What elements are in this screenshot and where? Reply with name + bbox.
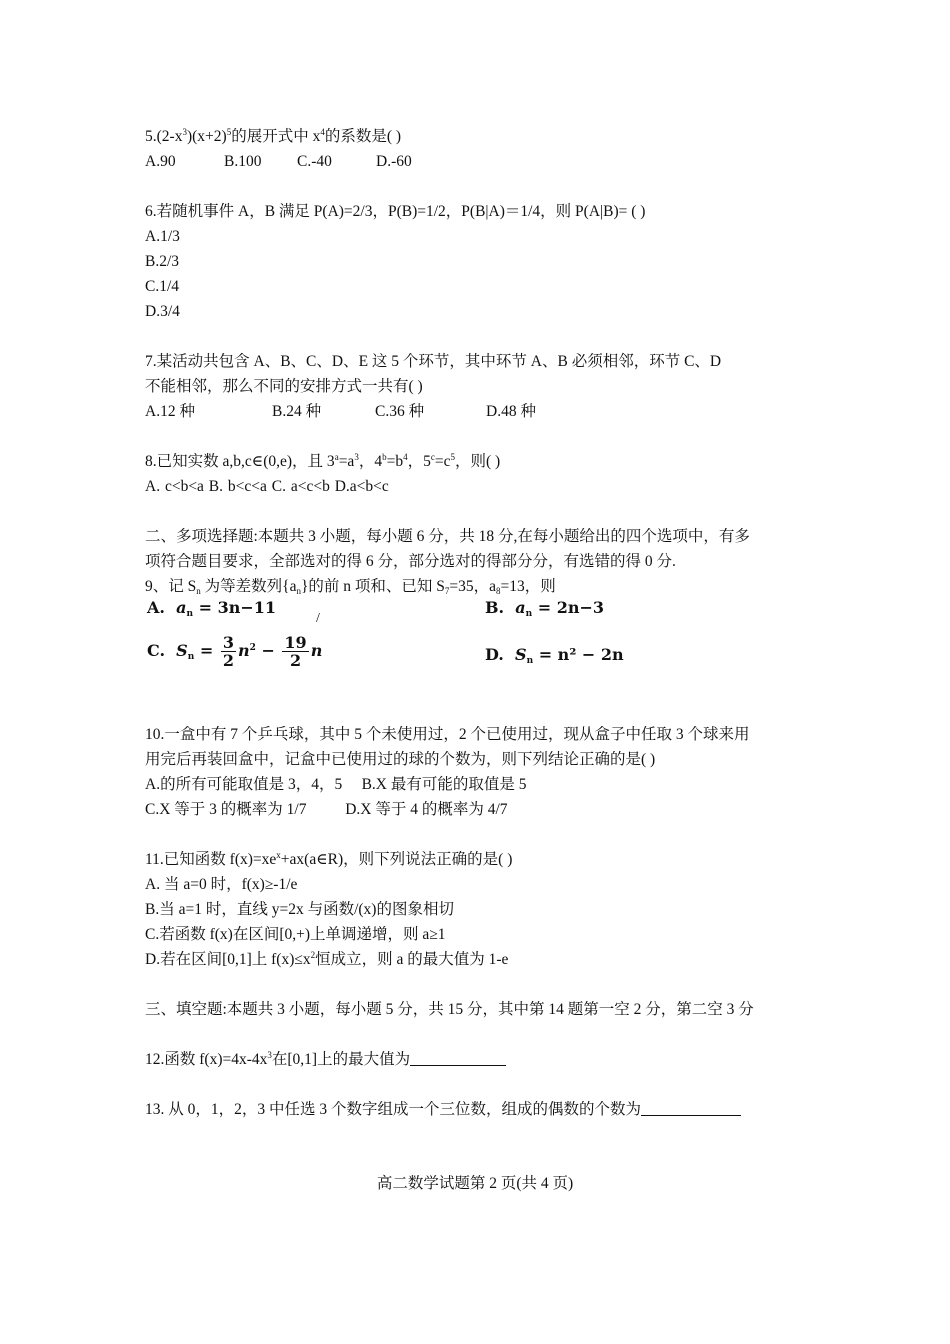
q7-stem-line2: 不能相邻，那么不同的安排方式一共有( ): [145, 378, 423, 395]
q5-stem: $5.(2-x^3)(x+2)^5$的展开式中 $x^4$的系数是( ): [145, 127, 402, 145]
q8-options: A. c<b<a B. b<c<a C. a<c<b D.a<b<c: [145, 478, 389, 495]
page-footer: 高二数学试题第 2 页(共 4 页): [376, 1175, 574, 1192]
q12-stem: 12.函数 $f(x)=4x-4x^3$在[0,1]上的最大值为: [145, 1050, 506, 1070]
q9-option-c: C. $S_n$ = $\frac{3}{2}$ $n^2$ − $\frac{19}{2}$ n: [147, 633, 323, 670]
q11-option-a: A. 当 a=0 时，f(x)≥-1/e: [145, 876, 298, 893]
q5-option-b: B.100: [224, 153, 262, 170]
q6-option-d: D.3/4: [145, 303, 180, 320]
q6-option-b: B.2/3: [145, 253, 180, 270]
q5-option-c: C.-40: [297, 153, 332, 170]
q9-option-b: B. $a_n = 2n-3$: [485, 598, 605, 619]
q7-option-d: D.48 种: [486, 403, 536, 420]
q10-options-row2: C.X 等于 3 的概率为 1/7 D.X 等于 4 的概率为 4/7: [145, 801, 508, 818]
q7-option-c: C.36 种: [375, 403, 425, 420]
section2-heading-line1: 二、多项选择题:本题共 3 小题，每小题 6 分，共 18 分,在每小题给出的四个选项中，有多: [145, 528, 750, 545]
q13-answer-blank[interactable]: [641, 1100, 741, 1116]
section2-heading-line2: 项符合题目要求，全部选对的得 6 分，部分选对的得部分分，有选错的得 0 分.: [145, 553, 676, 570]
q8-stem: 8.已知实数 a,b,c∈(0,e)，且 $3^a=a^3$，$4^b=b^4$，$5^c=c^5$，则( ): [145, 452, 501, 470]
q11-option-c: C.若函数 f(x)在区间[0,+)上单调递增，则 a≥1: [145, 926, 446, 943]
q9-stem: 9、记 $S_n$ 为等差数列$\{a_n\}$的前 n 项和、已知 $S_7=35$，$a_8=13$，则: [145, 578, 556, 596]
q5-option-a: A.90: [145, 153, 176, 170]
q7-option-b: B.24 种: [272, 403, 322, 420]
q9-option-a: A. $a_n = 3n-11$: [147, 598, 277, 619]
q11-option-b: B.当 a=1 时，直线 y=2x 与函数/(x)的图象相切: [145, 901, 454, 918]
q11-stem: 11.已知函数 $f(x)=xe^x+ax(a\in R)$，则下列说法正确的是( ): [145, 850, 513, 868]
q9-stray-mark: /: [316, 611, 320, 626]
q10-options-row1: A.的所有可能取值是 3，4，5 B.X 最有可能的取值是 5: [145, 776, 527, 793]
q10-stem-line1: 10.一盒中有 7 个乒乓球，其中 5 个未使用过，2 个已使用过，现从盒子中任取 3 个球来用: [145, 726, 750, 743]
q9-option-d: D. $S_n = n^2 - 2n$: [485, 645, 624, 666]
q11-option-d: D.若在区间[0,1]上 $f(x)\le x^2$恒成立，则 a 的最大值为 1-e: [145, 950, 509, 968]
q5-option-d: D.-60: [376, 153, 412, 170]
section3-heading: 三、填空题:本题共 3 小题，每小题 5 分，共 15 分，其中第 14 题第一空 2 分，第二空 3 分: [145, 1001, 754, 1018]
q6-stem: 6.若随机事件 A，B 满足 P(A)=2/3，P(B)=1/2，P(B|A)＝1/4，则 P(A|B)= ( ): [145, 203, 646, 220]
q6-option-c: C.1/4: [145, 278, 180, 295]
q7-stem-line1: 7.某活动共包含 A、B、C、D、E 这 5 个环节，其中环节 A、B 必须相邻，环节 C、D: [145, 353, 722, 370]
q13-stem: 13. 从 0，1，2，3 中任选 3 个数字组成一个三位数，组成的偶数的个数为: [145, 1100, 741, 1120]
q10-stem-line2: 用完后再装回盒中，记盒中已使用过的球的个数为，则下列结论正确的是( ): [145, 751, 656, 768]
q12-answer-blank[interactable]: [410, 1050, 506, 1066]
q6-option-a: A.1/3: [145, 228, 180, 245]
q7-option-a: A.12 种: [145, 403, 195, 420]
